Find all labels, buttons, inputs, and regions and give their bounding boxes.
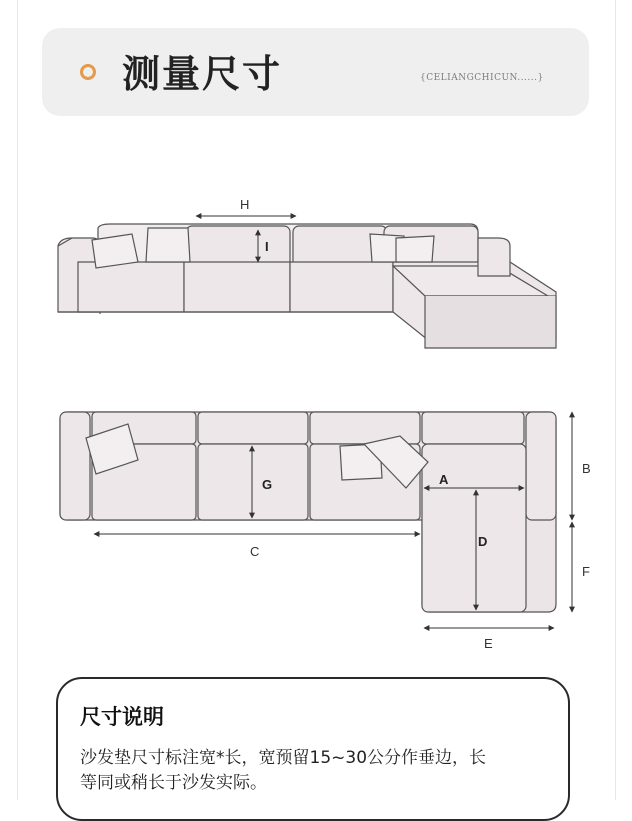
notes-line-2: 等同或稍长于沙发实际。 (80, 773, 267, 793)
label-d: D (478, 534, 488, 549)
label-f: F (582, 564, 590, 579)
label-b: B (582, 461, 591, 476)
label-g: G (262, 477, 273, 492)
section-title: 测量尺寸 (122, 52, 283, 96)
dimension-h (196, 197, 296, 216)
dimension-e (424, 628, 554, 651)
label-h: H (240, 197, 250, 212)
notes-line-1: 沙发垫尺寸标注宽*长，宽预留15~30公分作垂边，长 (80, 748, 487, 768)
notes-body (80, 746, 566, 796)
label-i: I (265, 239, 269, 254)
dimension-b (572, 412, 591, 520)
section-subtitle: {CELIANGCHICUN......} (420, 73, 544, 83)
circle-bullet-icon (80, 64, 96, 80)
label-c: C (250, 544, 260, 559)
sofa-perspective-view (58, 224, 556, 348)
sofa-top-view (60, 412, 556, 612)
notes-title: 尺寸说明 (80, 705, 164, 729)
dimension-f (572, 522, 590, 612)
sofa-measurement-diagram (0, 140, 632, 660)
label-a: A (439, 472, 449, 487)
dimension-c (94, 534, 420, 559)
label-e: E (484, 636, 493, 651)
